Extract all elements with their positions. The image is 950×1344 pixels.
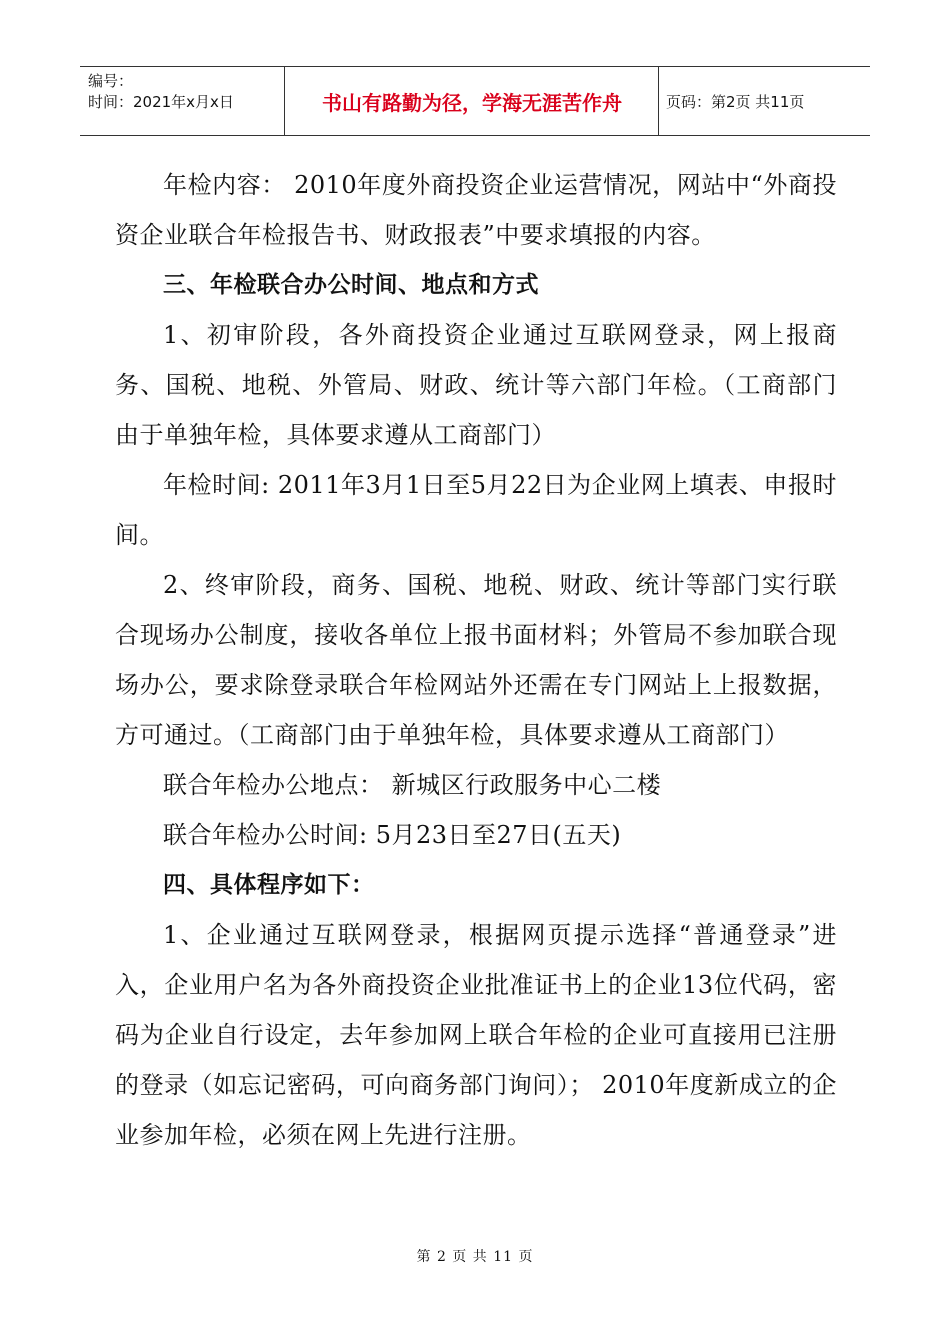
document-header xyxy=(80,66,870,136)
page-footer: 第 2 页 共 11 页 xyxy=(416,1249,534,1265)
paragraph-initial-review: 1、初审阶段，各外商投资企业通过互联网登录，网上报商务、国税、地税、外管局、财政、统计等六部门年检。（工商部门由于单独年检，具体要求遵从工商部门） xyxy=(115,321,837,449)
paragraph-office-location: 联合年检办公地点： 新城区行政服务中心二楼 xyxy=(163,771,662,799)
paragraph-office-time: 联合年检办公时间: 5月23日至27日(五天) xyxy=(163,821,622,849)
header-motto: 书山有路勤为径，学海无涯苦作舟 xyxy=(322,90,622,115)
header-meta xyxy=(88,71,278,113)
number-label: 编号： xyxy=(88,72,134,90)
paragraph-procedure-1: 1、企业通过互联网登录，根据网页提示选择“普通登录”进入，企业用户名为各外商投资企业批准证书上的企业13位代码，密码为企业自行设定，去年参加网上联合年检的企业可直接用已注册的登录（如忘记密码，可向商务部门询问）； 2010年度新成立的企业参加年检，必须在网上先进行注册。 xyxy=(115,921,837,1149)
header-page-info: 页码：第2页 共11页 xyxy=(666,92,805,111)
header-divider xyxy=(284,67,285,135)
paragraph-final-review: 2、终审阶段，商务、国税、地税、财政、统计等部门实行联合现场办公制度，接收各单位上报书面材料；外管局不参加联合现场办公，要求除登录联合年检网站外还需在专门网站上上报数据，方可通过。（工商部门由于单独年检，具体要求遵从工商部门） xyxy=(115,571,837,749)
paragraph-inspection-time: 年检时间: 2011年3月1日至5月22日为企业网上填表、申报时间。 xyxy=(115,471,837,549)
date-label: 时间：2021年x月x日 xyxy=(88,93,234,111)
header-divider xyxy=(658,67,659,135)
paragraph-inspection-content: 年检内容： 2010年度外商投资企业运营情况，网站中“外商投资企业联合年检报告书、财政报表”中要求填报的内容。 xyxy=(115,171,837,249)
section-heading-4: 四、具体程序如下： xyxy=(163,872,375,898)
document-body xyxy=(115,160,837,1160)
section-heading-3: 三、年检联合办公时间、地点和方式 xyxy=(163,272,539,298)
